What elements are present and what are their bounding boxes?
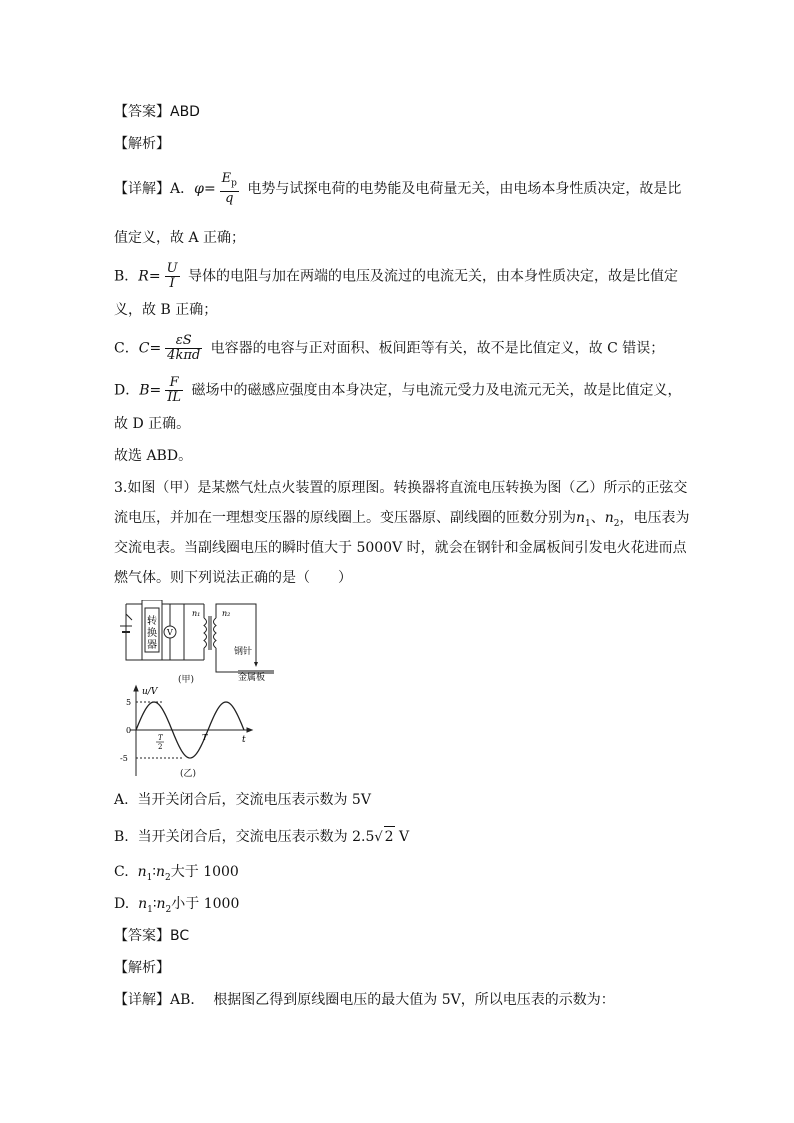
x-axis-arrow [247, 728, 252, 732]
option-d-colon: ∶ [152, 896, 157, 912]
option-b-text: 当开关闭合后，交流电压表示数为 [137, 829, 348, 845]
option-d-n1: n [138, 896, 148, 912]
option-b-label: B. [114, 829, 129, 845]
option-c-colon: ∶ [152, 864, 156, 880]
y-tick-neg: -5 [120, 754, 128, 763]
question-line-3: 交流电表。当副线圈电压的瞬时值大于 5000V 时，就会在钢针和金属板间引发电火花进而点 [114, 540, 687, 556]
item-d-fraction [165, 376, 183, 405]
item-d-line [114, 376, 682, 405]
question-line-2 [114, 508, 690, 534]
item-d-label: D． [114, 382, 140, 399]
x-tick-half-den: 2 [158, 743, 163, 751]
item-a-label: A． [170, 180, 195, 197]
item-a-text: 电势与试探电荷的电势能及电荷量无关，由电场本身性质决定，故是比 [247, 180, 682, 197]
y-axis-arrow [134, 686, 138, 691]
option-d-text: 小于 1000 [171, 896, 240, 912]
item-b-fraction [165, 262, 180, 291]
item-d-cont: 故 D 正确。 [114, 416, 191, 432]
item-c-text: 电容器的电容与正对面积、板间距等有关，故不是比值定义，故 C 错误； [210, 340, 665, 357]
item-a-eq: = [203, 180, 216, 197]
item-a-line [114, 172, 681, 206]
option-c-n2: n [156, 864, 166, 880]
item-a-cont: 值定义，故 A 正确； [114, 230, 246, 246]
item-c-eq: = [149, 340, 162, 357]
item-b-line [114, 262, 678, 291]
answer3-tag: 【答案】 [114, 928, 170, 944]
x-axis-label: t [242, 735, 246, 745]
item-a-fraction [220, 172, 239, 206]
primary-coil-icon [204, 618, 207, 648]
needle-label: 钢针 [234, 647, 253, 657]
y-axis-label: u/V [142, 687, 158, 697]
answer3-line [114, 926, 189, 946]
option-c-n1-sub: 1 [146, 872, 153, 883]
needle-tip [254, 662, 258, 667]
converter-char-3: 器 [147, 640, 157, 651]
item-a-num: E [221, 171, 232, 186]
item-d-eq: = [149, 382, 162, 399]
question-n1: n [576, 510, 586, 526]
option-c-n2-sub: 2 [165, 872, 171, 883]
item-b-text: 导体的电阻与加在两端的电压及流过的电流无关，由本身性质决定，故是比值定 [188, 268, 678, 285]
item-c-fraction [165, 334, 202, 363]
answer-tag: 【答案】 [114, 104, 170, 120]
item-d-num: F [165, 376, 183, 391]
question-line-1: 3.如图（甲）是某燃气灶点火装置的原理图。转换器将直流电压转换为图（乙）所示的正弦交 [114, 480, 688, 496]
item-c-var: C [138, 340, 150, 357]
n2-label: n₂ [222, 609, 231, 618]
item-b-var: R [138, 268, 149, 285]
item-a-den: q [225, 190, 234, 206]
answer3-value: BC [170, 928, 190, 944]
question-n1-sub: 1 [585, 518, 591, 529]
option-d-label: D. [114, 896, 130, 912]
question-line-2b: ，电压表为 [619, 510, 690, 526]
option-d-n2: n [156, 896, 166, 912]
item-b-den: I [169, 276, 175, 291]
option-a-text: 当开关闭合后，交流电压表示数为 5V [137, 792, 371, 808]
option-a-label: A. [114, 792, 129, 808]
option-b-unit: V [399, 829, 410, 845]
question-line-4: 燃气体。则下列说法正确的是（ ） [114, 570, 352, 586]
conclusion: 故选 ABD。 [114, 448, 193, 464]
n1-label: n₁ [192, 609, 201, 618]
option-d-n1-sub: 1 [147, 904, 153, 915]
y-tick-pos: 5 [126, 698, 132, 707]
circuit-figure [112, 600, 282, 682]
item-b-cont: 义，故 B 正确； [114, 302, 218, 318]
question-line-2a: 流电压，并加在一理想变压器的原线圈上。变压器原、副线圈的匝数分别为 [114, 510, 576, 526]
figure-yi-caption: (乙) [180, 769, 197, 779]
detail3-text: 根据图乙得到原线圈电压的最大值为 5V，所以电压表的示数为： [213, 992, 615, 1008]
item-a-num-sub: p [231, 178, 237, 189]
detail-tag: 【详解】 [114, 180, 170, 197]
question-n2: n [604, 510, 614, 526]
item-b-label: B． [114, 268, 139, 285]
item-c-den: 4kπd [167, 348, 201, 363]
y-tick-zero: 0 [126, 726, 132, 735]
analysis3-tag: 【解析】 [114, 960, 170, 976]
item-c-line [114, 334, 664, 363]
converter-char-1: 转 [147, 616, 157, 627]
option-d-n2-sub: 2 [165, 904, 172, 915]
option-b-root: 2 [384, 826, 395, 847]
option-d [114, 894, 239, 920]
option-b-val: 2.5 [352, 829, 375, 845]
secondary-coil-icon [214, 618, 217, 648]
option-c [114, 862, 239, 888]
figure-jia-caption: (甲) [178, 675, 195, 685]
detail3-tag: 【详解】 [114, 992, 170, 1008]
plate-label: 金属板 [238, 673, 266, 682]
option-b: B. 当开关闭合后，交流电压表示数为 2.5√ 2 V [114, 826, 409, 848]
analysis-tag: 【解析】 [114, 136, 170, 152]
item-c-label: C． [114, 340, 139, 357]
answer-value: ABD [170, 104, 200, 120]
item-b-eq: = [148, 268, 161, 285]
option-a [114, 790, 371, 810]
option-c-label: C. [114, 864, 129, 880]
switch-icon [126, 614, 132, 620]
item-d-den: IL [167, 390, 182, 405]
item-b-num: U [166, 261, 178, 276]
detail3-line [114, 990, 615, 1010]
answer-line [114, 102, 200, 122]
option-c-text: 大于 1000 [170, 864, 239, 880]
converter-char-2: 换 [147, 628, 157, 639]
x-tick-half-num: T [158, 734, 163, 742]
voltmeter-label: V [167, 628, 173, 637]
question-sep: 、 [590, 510, 605, 526]
item-d-text: 磁场中的磁感应强度由本身决定，与电流元受力及电流元无关，故是比值定义， [191, 382, 682, 399]
item-a-var: φ [194, 180, 204, 197]
detail3-label: AB． [170, 992, 205, 1008]
x-tick-full: T [202, 733, 208, 742]
option-c-n1: n [137, 864, 147, 880]
item-c-num: εS [165, 334, 202, 349]
item-d-var: B [139, 382, 150, 399]
question-n2-sub: 2 [613, 518, 620, 529]
